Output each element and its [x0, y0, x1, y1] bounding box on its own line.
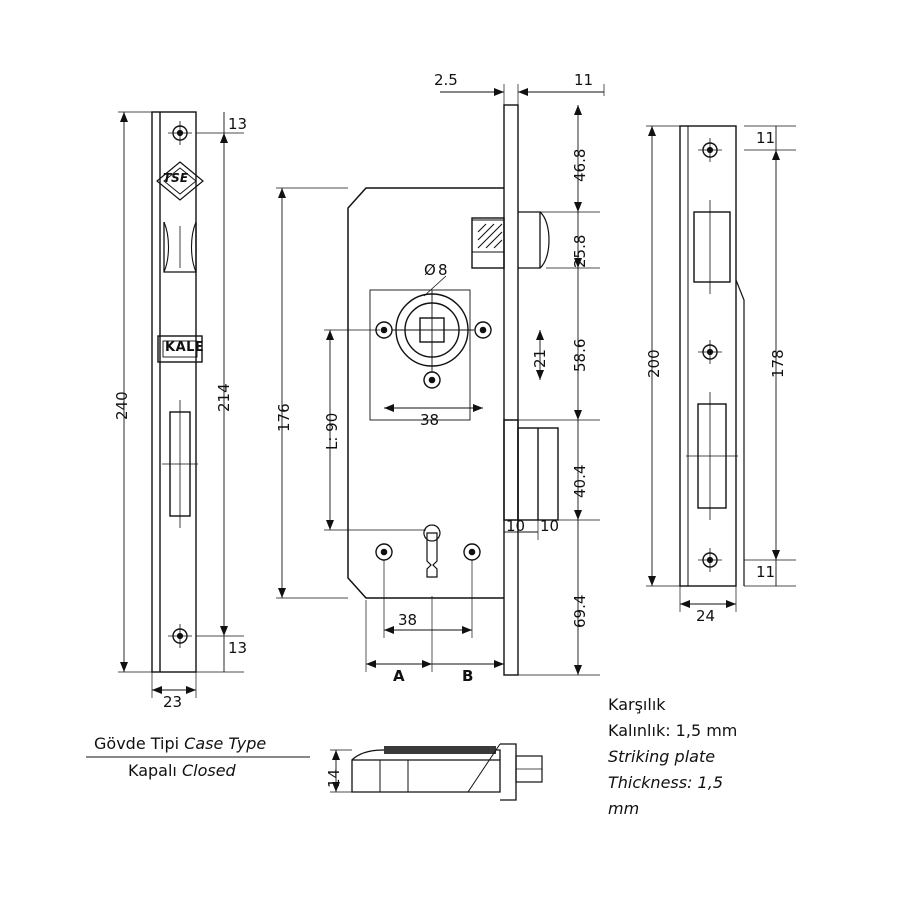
dim-case-46_8: 46.8 — [571, 148, 589, 182]
caption-striking-en-1: Striking plate — [608, 747, 716, 766]
dim-strike-11-top: 11 — [756, 129, 776, 147]
dim-case-10-b: 10 — [540, 517, 560, 535]
case-faceplate — [504, 105, 518, 675]
case-body-outline — [348, 188, 504, 598]
faceplate-outline — [152, 112, 196, 672]
caption-closed-en: Closed — [181, 761, 236, 780]
caption-case-type-en: Case Type — [184, 734, 267, 753]
dim-case-176: 176 — [275, 403, 293, 432]
caption-closed-tr: Kapalı — [128, 761, 177, 780]
caption-closed — [128, 762, 236, 780]
dim-faceplate-13-bottom: 13 — [228, 639, 248, 657]
dim-case-40_4: 40.4 — [571, 464, 589, 498]
dim-case-A: A — [393, 667, 405, 685]
dim-case-38-top: 38 — [420, 411, 440, 429]
caption-striking-tr-2: Kalınlık: 1,5 mm — [608, 721, 738, 740]
dim-strike-section-14: 14 — [325, 768, 343, 788]
kale-mark-label: KALE — [165, 340, 205, 355]
dim-case-38-bottom: 38 — [398, 611, 418, 629]
dim-case-B: B — [462, 667, 474, 685]
caption-striking-tr-1: Karşılık — [608, 695, 666, 714]
dim-faceplate-23: 23 — [163, 693, 183, 711]
dim-case-10-a: 10 — [506, 517, 526, 535]
dim-strike-11-bottom: 11 — [756, 563, 776, 581]
dim-case-11: 11 — [574, 71, 594, 89]
dim-strike-24: 24 — [696, 607, 716, 625]
dim-faceplate-240: 240 — [113, 391, 131, 420]
caption-striking-en-3: mm — [608, 799, 640, 818]
dim-case-hole-8: 8 — [438, 261, 448, 279]
dim-case-58_6: 58.6 — [571, 338, 589, 372]
diameter-symbol: Ø — [424, 261, 436, 279]
dim-strike-178: 178 — [769, 349, 787, 378]
caption-case-type-tr: Gövde Tipi — [94, 734, 180, 753]
dim-case-L90: L: 90 — [323, 412, 341, 450]
caption-striking-en-2: Thickness: 1,5 — [608, 773, 723, 792]
dim-case-25_8: 25.8 — [571, 234, 589, 268]
dim-case-21: 21 — [531, 348, 549, 368]
dim-faceplate-214: 214 — [215, 383, 233, 412]
dim-faceplate-13-top: 13 — [228, 115, 248, 133]
dim-strike-200: 200 — [645, 349, 663, 378]
dim-case-2_5: 2.5 — [434, 71, 458, 89]
dim-case-69_4: 69.4 — [571, 594, 589, 628]
caption-case-type — [94, 735, 266, 753]
tse-mark-label: TSE — [163, 171, 189, 185]
